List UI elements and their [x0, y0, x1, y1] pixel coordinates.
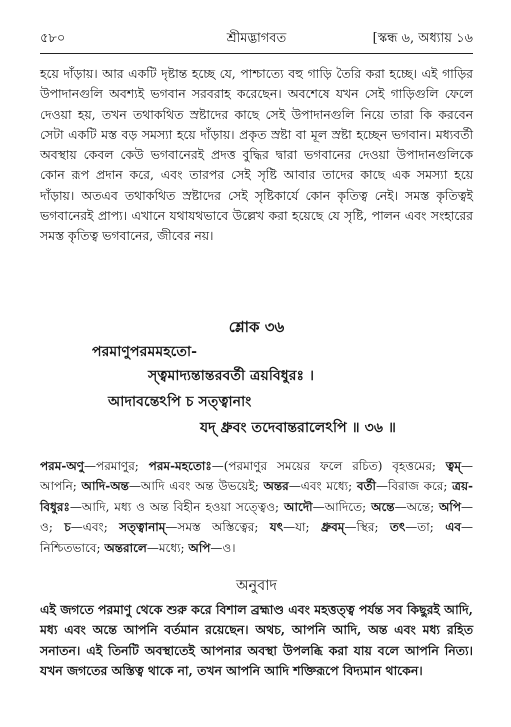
synonym-meaning: —(পরমাণুর সময়ের ফলে রচিত) বৃহত্তমের; — [211, 459, 446, 473]
synonym-meaning: —পরমাণুর; — [84, 459, 149, 473]
synonym-meaning: —ও; — [40, 499, 474, 535]
verse-line-4: যদ্ ধ্রুবং তদেবান্তরালেঽপি ॥ ৩৬ ॥ — [200, 420, 397, 436]
synonym-meaning: —আদি, মধ্য ও অন্ত বিহীন হওয়া সত্ত্বেও; — [69, 499, 284, 514]
synonym-meaning: —সমস্ত অস্তিত্বের; — [165, 520, 270, 535]
synonym-term: পরম-অণু — [40, 459, 85, 473]
synonym-term: তৎ — [389, 520, 406, 535]
verse-line-1: পরমাণুপরমমহতো- — [92, 344, 197, 360]
synonym-meaning: —অন্তে; — [394, 499, 440, 514]
synonym-meaning: —যা; — [283, 520, 321, 535]
book-title: শ্রীমদ্ভাগবত — [226, 31, 287, 46]
synonym-meaning: —আদি এবং অন্ত উভয়েই; — [128, 479, 264, 494]
synonym-meaning: —বিরাজ করে; — [375, 479, 453, 494]
page-number: ৫৮০ — [40, 31, 66, 46]
translation-paragraph: এই জগতে পরমাণু থেকে শুরু করে বিশাল ব্রহ্মাণ্ড এবং মহত্তত্ত্ব পর্যন্ত সব কিছুরই আদি, মধ্য এবং অন্তে আপনি বর্তমান রয়েছেন। অথচ, আপনি আদি, অন্ত এবং মধ্য রহিত সনাতন। এই তিনটি অবস্থাতেই আপনার অবস্থা উপলব্ধি করা যায় বলে আপনি নিত্য। যখন জগতের অস্তিত্ব থাকে না, তখন আপনি আদি শক্তিরূপে বিদ্যমান থাকেন। — [40, 602, 473, 679]
synonym-term: যৎ — [269, 520, 284, 535]
synonym-meaning: —আপনি; — [40, 459, 473, 494]
synonym-meaning: —মধ্যে; — [146, 540, 189, 555]
chapter-reference: [স্কন্ধ ৬, অধ্যায় ১৬ — [372, 31, 473, 46]
synonym-term: এব — [445, 520, 461, 535]
synonyms-paragraph — [40, 456, 473, 558]
verse-title: শ্লোক ৩৬ — [228, 318, 285, 336]
synonym-term: চ — [64, 520, 71, 535]
synonym-meaning: —আদিতে; — [312, 499, 372, 514]
synonym-term: অপি — [188, 540, 211, 555]
synonym-term: অন্তর — [263, 479, 289, 494]
synonym-meaning: —স্থির; — [344, 520, 390, 535]
synonym-term: সত্ত্বানাম্ — [119, 520, 166, 535]
synonym-term: বর্তী — [356, 479, 376, 494]
synonym-term: আদৌ — [284, 499, 313, 514]
synonym-term: আদি-অন্ত — [81, 479, 129, 494]
synonym-term: অন্তে — [371, 499, 395, 514]
synonym-term: ত্রয়-বিধুরঃ — [40, 479, 473, 514]
synonym-term: পরম-মহতোঃ — [148, 459, 212, 473]
synonym-meaning: —ও। — [210, 540, 236, 555]
purport-paragraph: হয়ে দাঁড়ায়। আর একটি দৃষ্টান্ত হচ্ছে যে, পাশ্চাত্যে বহু গাড়ি তৈরি করা হচ্ছে। এই গাড়ির উপাদানগুলি অবশ্যই ভগবান সরবরাহ করেছেন। অবশেষে যখন সেই গাড়িগুলি ফেলে দেওয়া হয়, তখন তথাকথিত স্রষ্টাদের কাছে সেই উপাদানগুলি নিয়ে তারা কি করবেন সেটা একটি মস্ত বড় সমস্যা হয়ে দাঁড়ায়। প্রকৃত স্রষ্টা বা মূল স্রষ্টা হচ্ছেন ভগবান। মধ্যবর্তী অবস্থায় কেবল কেউ ভগবানেরই প্রদত্ত বুদ্ধির দ্বারা ভগবানের দেওয়া উপাদানগুলিকে কোন রূপ প্রদান করে, এবং তারপর সেই সৃষ্টি আবার তাদের কাছে এক সমস্যা হয়ে দাঁড়ায়। অতএব তথাকথিত স্রষ্টাদের সেই সৃষ্টিকার্যে কোন কৃতিত্ব নেই। সমস্ত কৃতিত্বই ভগবানেরই প্রাপ্য। এখানে যথাযথভাবে উল্লেখ করা হয়েছে যে সৃষ্টি, পালন এবং সংহারের সমস্ত কৃতিত্ব ভগবানের, জীবের নয়। — [40, 66, 473, 244]
synonym-meaning: —এবং মধ্যে; — [288, 479, 357, 494]
translation-heading: অনুবাদ — [235, 578, 278, 594]
verse-line-3: আদাবন্তেঽপি চ সত্ত্বানাং — [108, 394, 252, 410]
synonym-meaning: —এবং; — [70, 520, 120, 535]
header-divider — [40, 53, 473, 54]
page-header — [40, 29, 473, 53]
synonym-term: অন্তরালে — [104, 540, 147, 555]
synonym-term: ধ্রুবম্ — [320, 520, 345, 535]
synonym-term: অপি — [439, 499, 462, 514]
synonym-meaning: —তা; — [405, 520, 446, 535]
synonym-meaning: —নিশ্চিতভাবে; — [40, 520, 473, 555]
synonym-term: ত্বম্ — [445, 459, 461, 473]
verse-line-2: স্ত্বমাদ্যন্তান্তরবর্তী ত্রয়বিধুরঃ । — [148, 368, 315, 384]
